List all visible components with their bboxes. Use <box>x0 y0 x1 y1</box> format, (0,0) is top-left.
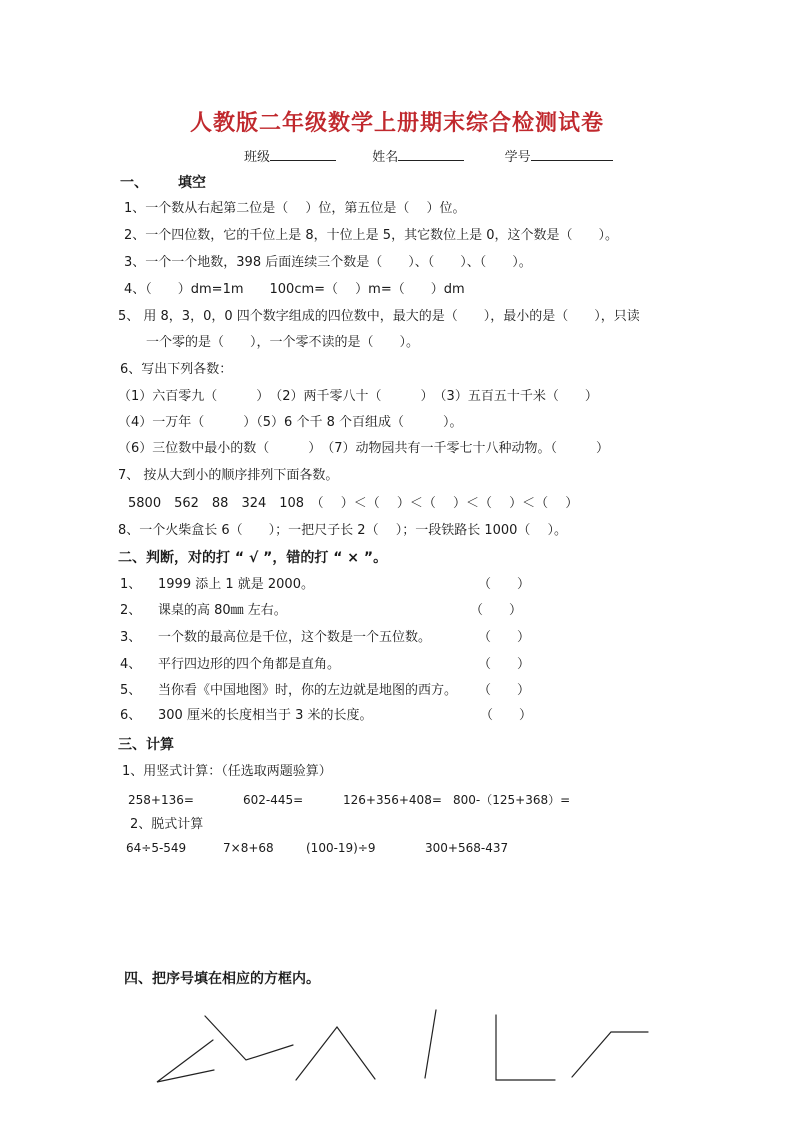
question-5-line1: 5、 用 8，3，0，0 四个数字组成的四位数中，最大的是（ ），最小的是（ ），只读 <box>118 309 640 324</box>
item-number: 5、 <box>120 683 142 698</box>
calc-problem: 64÷5-549 <box>126 841 187 855</box>
item-text: 1999 添上 1 就是 2000。 <box>158 577 314 592</box>
answer-paren: （ ） <box>478 577 531 592</box>
question-4: 4、（ ）dm=1m 100cm=（ ）m=（ ）dm <box>124 282 465 297</box>
line-segment-figure <box>425 1010 436 1078</box>
question-6-row2: （4）一万年（ ）（5）6 个千 8 个百组成（ ）。 <box>118 415 463 430</box>
item-number: 2、 <box>120 603 142 618</box>
judge-item <box>120 577 314 593</box>
question-7: 7、 按从大到小的顺序排列下面各数。 <box>118 468 339 483</box>
right-angle-figure <box>496 1015 555 1080</box>
item-number: 4、 <box>120 657 142 672</box>
section1-title: 填空 <box>178 175 206 191</box>
calc-problem: (100-19)÷9 <box>306 841 376 855</box>
calc-problem: 300+568-437 <box>425 841 509 855</box>
obtuse-angle-figure <box>296 1027 375 1080</box>
judge-item <box>120 603 287 619</box>
question-8: 8、一个火柴盒长 6（ ）；一把尺子长 2（ ）；一段铁路长 1000（ ）。 <box>118 523 568 538</box>
item-text: 课桌的高 80㎜ 左右。 <box>158 603 287 618</box>
stepwise-calc-instruction: 2、脱式计算 <box>130 817 204 832</box>
acute-angle-figure <box>157 1040 214 1082</box>
section1-heading <box>120 175 206 191</box>
student-id-label: 学号 <box>504 150 531 165</box>
section3-heading: 三、计算 <box>118 737 174 753</box>
zigzag-angle-figure <box>205 1016 293 1060</box>
student-info-row <box>244 148 613 166</box>
item-number: 1、 <box>120 577 142 592</box>
vertical-calc-instruction: 1、用竖式计算：（任选取两题验算） <box>122 764 332 779</box>
angle-figures <box>0 995 794 1095</box>
question-5-line2: 一个零的是（ ），一个零不读的是（ ）。 <box>146 335 420 350</box>
judge-item <box>120 657 340 673</box>
answer-paren: （ ） <box>470 603 523 618</box>
section1-number: 一、 <box>120 175 148 191</box>
bent-line-figure <box>572 1032 648 1077</box>
calc-problem: 126+356+408= <box>343 793 442 807</box>
question-7-numbers: 5800 562 88 324 108 （ ）＜（ ）＜（ ）＜（ ）＜（ ） <box>128 496 579 511</box>
calc-problem: 602-445= <box>243 793 304 807</box>
judge-item <box>120 683 457 699</box>
page-title: 人教版二年级数学上册期末综合检测试卷 <box>189 110 604 136</box>
answer-paren: （ ） <box>478 630 531 645</box>
class-label: 班级 <box>244 150 271 165</box>
question-1: 1、一个数从右起第二位是（ ）位，第五位是（ ）位。 <box>124 201 466 216</box>
answer-paren: （ ） <box>478 657 531 672</box>
question-3: 3、一个一个地数，398 后面连续三个数是（ ）、（ ）、（ ）。 <box>124 255 532 270</box>
judge-item <box>120 708 372 724</box>
item-text: 300 厘米的长度相当于 3 米的长度。 <box>158 708 373 723</box>
item-text: 当你看《中国地图》时，你的左边就是地图的西方。 <box>158 683 458 698</box>
section4-heading: 四、把序号填在相应的方框内。 <box>124 971 320 987</box>
item-number: 3、 <box>120 630 142 645</box>
calc-problem: 800-（125+368）= <box>453 793 571 807</box>
item-text: 平行四边形的四个角都是直角。 <box>158 657 341 672</box>
class-blank <box>270 148 336 161</box>
name-label: 姓名 <box>372 150 399 165</box>
calc-problem: 258+136= <box>128 793 194 807</box>
calc-problem: 7×8+68 <box>223 841 274 855</box>
name-blank <box>398 148 464 161</box>
question-6: 6、写出下列各数： <box>120 362 233 377</box>
item-text: 一个数的最高位是千位，这个数是一个五位数。 <box>158 630 432 645</box>
question-6-row3: （6）三位数中最小的数（ ） （7）动物园共有一千零七十八种动物。（ ） <box>118 441 610 456</box>
item-number: 6、 <box>120 708 142 723</box>
question-6-row1: （1）六百零九（ ） （2）两千零八十（ ） （3）五百五十千米（ ） <box>118 389 598 404</box>
student-id-blank <box>531 148 613 161</box>
answer-paren: （ ） <box>480 708 533 723</box>
judge-item <box>120 630 431 646</box>
question-2: 2、一个四位数，它的千位上是 8，十位上是 5，其它数位上是 0，这个数是（ ）。 <box>124 228 618 243</box>
section2-heading: 二、判断，对的打 “ √ ”，错的打 “ × ”。 <box>118 550 388 566</box>
answer-paren: （ ） <box>478 683 531 698</box>
